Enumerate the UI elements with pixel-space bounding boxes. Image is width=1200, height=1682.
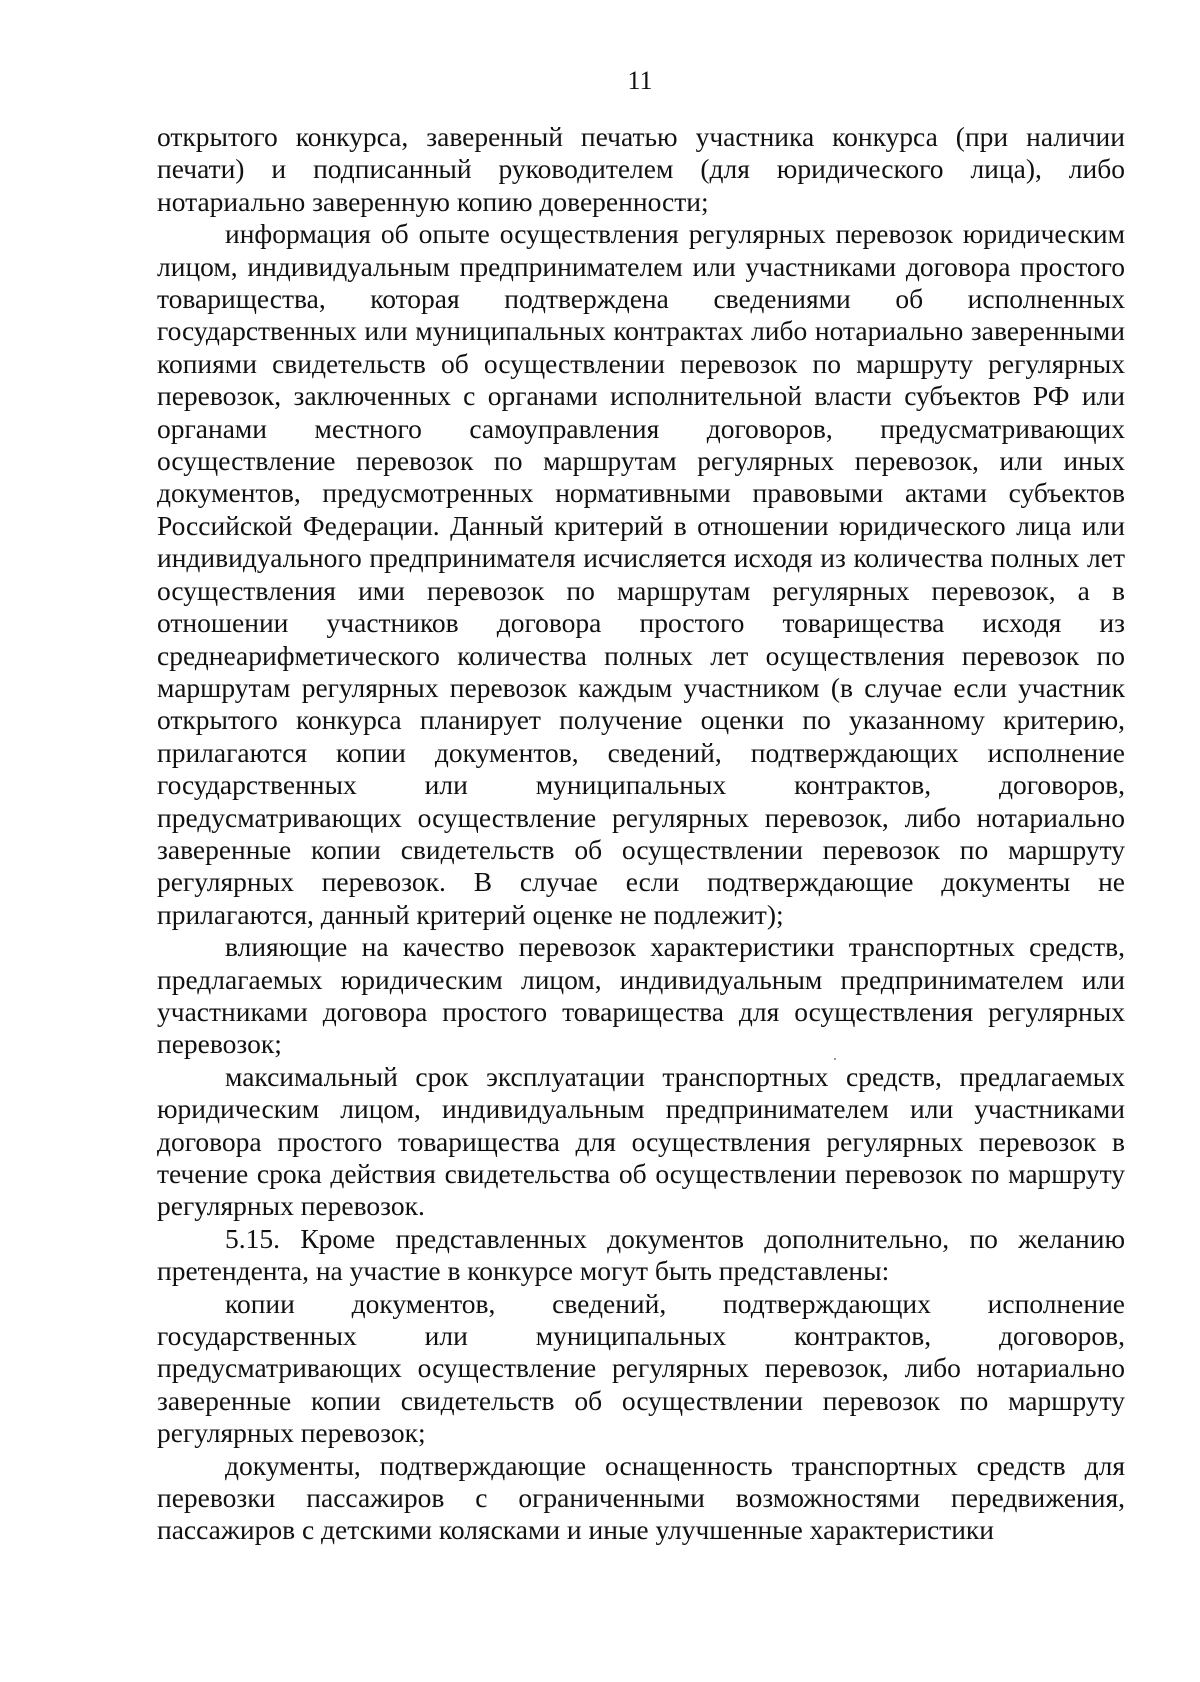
page-number: 11 bbox=[627, 66, 653, 95]
paragraph-accessibility-documents: документы, подтверждающие оснащенность транспортных средств для перевозки пассажиров с ограниченными возможностями передвижения, пассажиров с детскими колясками и иные улучшенные характеристики bbox=[157, 1449, 1125, 1546]
scan-speck bbox=[834, 1058, 836, 1060]
paragraph-continuation: открытого конкурса, заверенный печатью участника конкурса (при наличии печати) и подписанный руководителем (для юридического лица), либо нотариально заверенную копию доверенности; bbox=[157, 121, 1125, 217]
paragraph-contract-copies: копии документов, сведений, подтверждающих исполнение государственных или муниципальных контрактов, договоров, предусматривающих осуществление регулярных перевозок, либо нотариально заверенные копии свидетельств об осуществлении перевозок по маршруту регулярных перевозок; bbox=[157, 1287, 1125, 1449]
document-body bbox=[157, 121, 1125, 1547]
paragraph-max-service-life: максимальный срок эксплуатации транспортных средств, предлагаемых юридическим лицом, индивидуальным предпринимателем или участниками договора простого товарищества для осуществления регулярных перевозок в течение срока действия свидетельства об осуществлении перевозок по маршруту регулярных перевозок. bbox=[157, 1060, 1125, 1222]
paragraph-experience-info: информация об опыте осуществления регулярных перевозок юридическим лицом, индивидуальным предпринимателем или участниками договора простого товарищества, которая подтверждена сведениями об исполненных государственных или муниципальных контрактах либо нотариально заверенными копиями свидетельств об осуществлении перевозок по маршруту регулярных перевозок, заключенных с органами исполнительной власти субъектов РФ или органами местного самоуправления договоров, предусматривающих осуществление перевозок по маршрутам регулярных перевозок, или иных документов, предусмотренных нормативными правовыми актами субъектов Российской Федерации. Данный критерий в отношении юридического лица или индивидуального предпринимателя исчисляется исходя из количества полных лет осуществления ими перевозок по маршрутам регулярных перевозок, а в отношении участников договора простого товарищества исходя из среднеарифметического количества полных лет осуществления перевозок по маршрутам регулярных перевозок каждым участником (в случае если участник открытого конкурса планирует получение оценки по указанному критерию, прилагаются копии документов, сведений, подтверждающих исполнение государственных или муниципальных контрактов, договоров, предусматривающих осуществление регулярных перевозок, либо нотариально заверенные копии свидетельств об осуществлении перевозок по маршруту регулярных перевозок. В случае если подтверждающие документы не прилагаются, данный критерий оценке не подлежит); bbox=[157, 218, 1125, 930]
paragraph-vehicle-characteristics: влияющие на качество перевозок характеристики транспортных средств, предлагаемых юридическим лицом, индивидуальным предпринимателем или участниками договора простого товарищества для осуществления регулярных перевозок; bbox=[157, 931, 1125, 1060]
paragraph-5-15: 5.15. Кроме представленных документов дополнительно, по желанию претендента, на участие в конкурсе могут быть представлены: bbox=[157, 1222, 1125, 1287]
